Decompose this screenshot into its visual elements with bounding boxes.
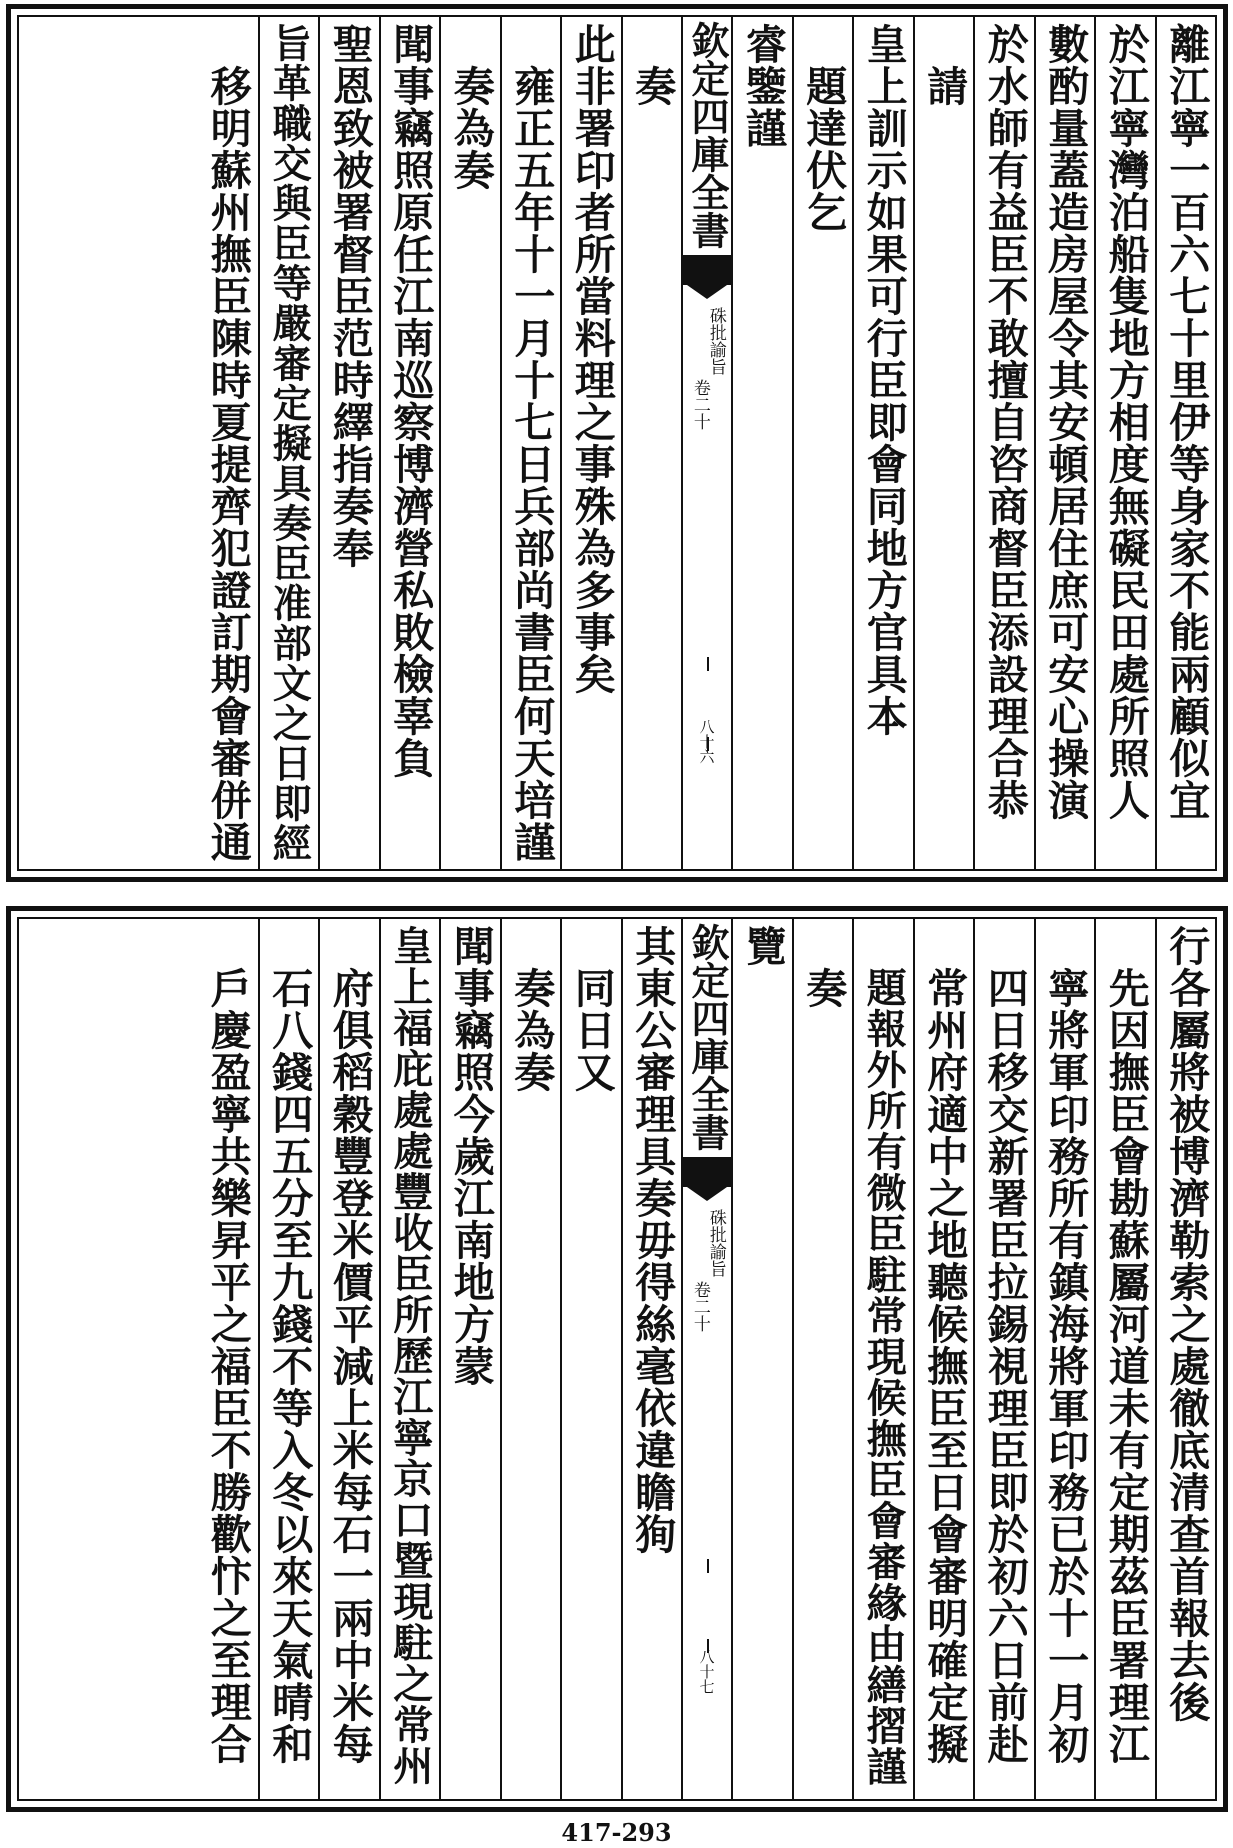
column-text: 常州府適中之地聽候撫臣至日會審明確定擬 <box>920 967 969 1765</box>
fish-tail-mark <box>683 1157 731 1187</box>
column-text: 奏 <box>628 65 677 107</box>
page-number-footer: 417-293 <box>561 1818 672 1847</box>
top_page-column-right-7 <box>731 17 792 869</box>
column-text: 奏 <box>799 967 848 1009</box>
top_page-column-right-5 <box>852 17 913 869</box>
spine-tick-mark <box>707 657 709 671</box>
top_page-column-left-3 <box>439 17 500 869</box>
bottom-page-frame <box>6 906 1228 1812</box>
bottom_page-column-right-0 <box>1155 919 1216 1799</box>
top_page-column-left-5 <box>318 17 379 869</box>
column-text: 府俱稻穀豐登米價平減上米每石一兩中米每 <box>325 967 374 1765</box>
top_page-column-right-3 <box>973 17 1034 869</box>
column-text: 其東公審理具奏毋得絲毫依違瞻狥 <box>628 925 677 1555</box>
spine-volume: 卷二十 <box>689 379 710 430</box>
top-page-frame <box>6 4 1228 882</box>
column-text: 奏為奏 <box>507 967 556 1093</box>
spine-page-number: 八十六 <box>697 719 716 764</box>
bottom_page-column-left-5 <box>318 919 379 1799</box>
column-text: 皇上訓示如果可行臣即會同地方官具本 <box>859 23 908 737</box>
column-text: 旨革職交與臣等嚴審定擬具奏臣准部文之日即經 <box>266 23 313 863</box>
bottom_page-column-right-6 <box>792 919 853 1799</box>
top_page-column-right-2 <box>1034 17 1095 869</box>
bottom_page-column-right-1 <box>1094 919 1155 1799</box>
bottom_page-column-left-1 <box>560 919 621 1799</box>
column-text: 覽 <box>738 925 787 967</box>
column-text: 同日又 <box>567 967 616 1093</box>
column-text: 離江寧一百六七十里伊等身家不能兩顧似宜 <box>1162 23 1211 821</box>
top_page-column-left-7 <box>197 17 258 869</box>
column-text: 聖恩致被署督臣范時繹指奏奉 <box>325 23 374 569</box>
column-text: 四日移交新署臣拉錫視理臣即於初六日前赴 <box>980 967 1029 1765</box>
bottom_page-spine <box>681 919 731 1799</box>
column-text: 題達伏乞 <box>799 65 848 233</box>
column-text: 聞事竊照原任江南巡察博濟營私敗檢辜負 <box>386 23 435 779</box>
bottom-page-inner-border <box>17 917 1217 1801</box>
bottom_page-column-right-2 <box>1034 919 1095 1799</box>
column-text: 睿鑒謹 <box>738 23 787 149</box>
top-page-columns <box>19 17 1215 869</box>
column-text: 數酌量蓋造房屋令其安頓居住庶可安心操演 <box>1041 23 1090 821</box>
spine-page-number: 八十七 <box>697 1649 716 1694</box>
bottom_page-column-left-6 <box>258 919 319 1799</box>
bottom_page-column-left-0 <box>621 919 682 1799</box>
bottom_page-column-left-3 <box>439 919 500 1799</box>
top_page-column-left-1 <box>560 17 621 869</box>
top_page-column-right-6 <box>792 17 853 869</box>
bottom_page-column-left-4 <box>379 919 440 1799</box>
column-text: 先因撫臣會勘蘇屬河道未有定期茲臣署理江 <box>1101 967 1150 1765</box>
spine-book-title: 硃批諭旨 <box>705 1209 726 1277</box>
top_page-column-left-6 <box>258 17 319 869</box>
column-text: 奏為奏 <box>446 65 495 191</box>
fish-tail-mark <box>683 255 731 285</box>
column-text: 於江寧灣泊船隻地方相度無礙民田處所照人 <box>1101 23 1150 821</box>
bottom_page-column-left-7 <box>197 919 258 1799</box>
column-text: 寧將軍印務所有鎮海將軍印務已於十一月初 <box>1041 967 1090 1765</box>
spine-tick-mark <box>707 1559 709 1573</box>
top_page-column-left-0 <box>621 17 682 869</box>
top_page-column-left-2 <box>500 17 561 869</box>
column-text: 石八錢四五分至九錢不等入冬以來天氣晴和 <box>265 967 314 1765</box>
top_page-spine <box>681 17 731 869</box>
column-text: 行各屬將被博濟勒索之處徹底清查首報去後 <box>1162 925 1211 1723</box>
bottom_page-column-left-2 <box>500 919 561 1799</box>
spine-title: 欽定四庫全書 <box>685 923 730 1151</box>
column-text: 移明蘇州撫臣陳時夏提齊犯證訂期會審併通 <box>203 65 252 863</box>
top_page-column-right-4 <box>913 17 974 869</box>
column-text: 此非署印者所當料理之事殊為多事矣 <box>567 23 616 695</box>
spine-title: 欽定四庫全書 <box>685 21 730 249</box>
column-text: 皇上福庇處處豐收臣所歷江寧京口暨現駐之常州 <box>386 925 434 1786</box>
top_page-column-right-0 <box>1155 17 1216 869</box>
column-text: 於水師有益臣不敢擅自咨商督臣添設理合恭 <box>980 23 1029 821</box>
bottom_page-column-right-3 <box>973 919 1034 1799</box>
spine-volume: 卷二十 <box>689 1281 710 1332</box>
top_page-column-right-1 <box>1094 17 1155 869</box>
column-text: 戶慶盈寧共樂昇平之福臣不勝歡忭之至理合 <box>203 967 252 1765</box>
column-text: 雍正五年十一月十七日兵部尚書臣何天培謹 <box>507 65 556 863</box>
bottom_page-column-right-4 <box>913 919 974 1799</box>
bottom_page-column-right-5 <box>852 919 913 1799</box>
column-text: 題報外所有微臣駐常現候撫臣會審緣由繕摺謹 <box>860 967 908 1787</box>
column-text: 聞事竊照今歲江南地方蒙 <box>446 925 495 1387</box>
bottom-page-columns <box>19 919 1215 1799</box>
column-text: 請 <box>920 65 969 107</box>
spine-book-title: 硃批諭旨 <box>705 307 726 375</box>
top_page-column-left-4 <box>379 17 440 869</box>
top-page-inner-border <box>17 15 1217 871</box>
bottom_page-column-right-7 <box>731 919 792 1799</box>
